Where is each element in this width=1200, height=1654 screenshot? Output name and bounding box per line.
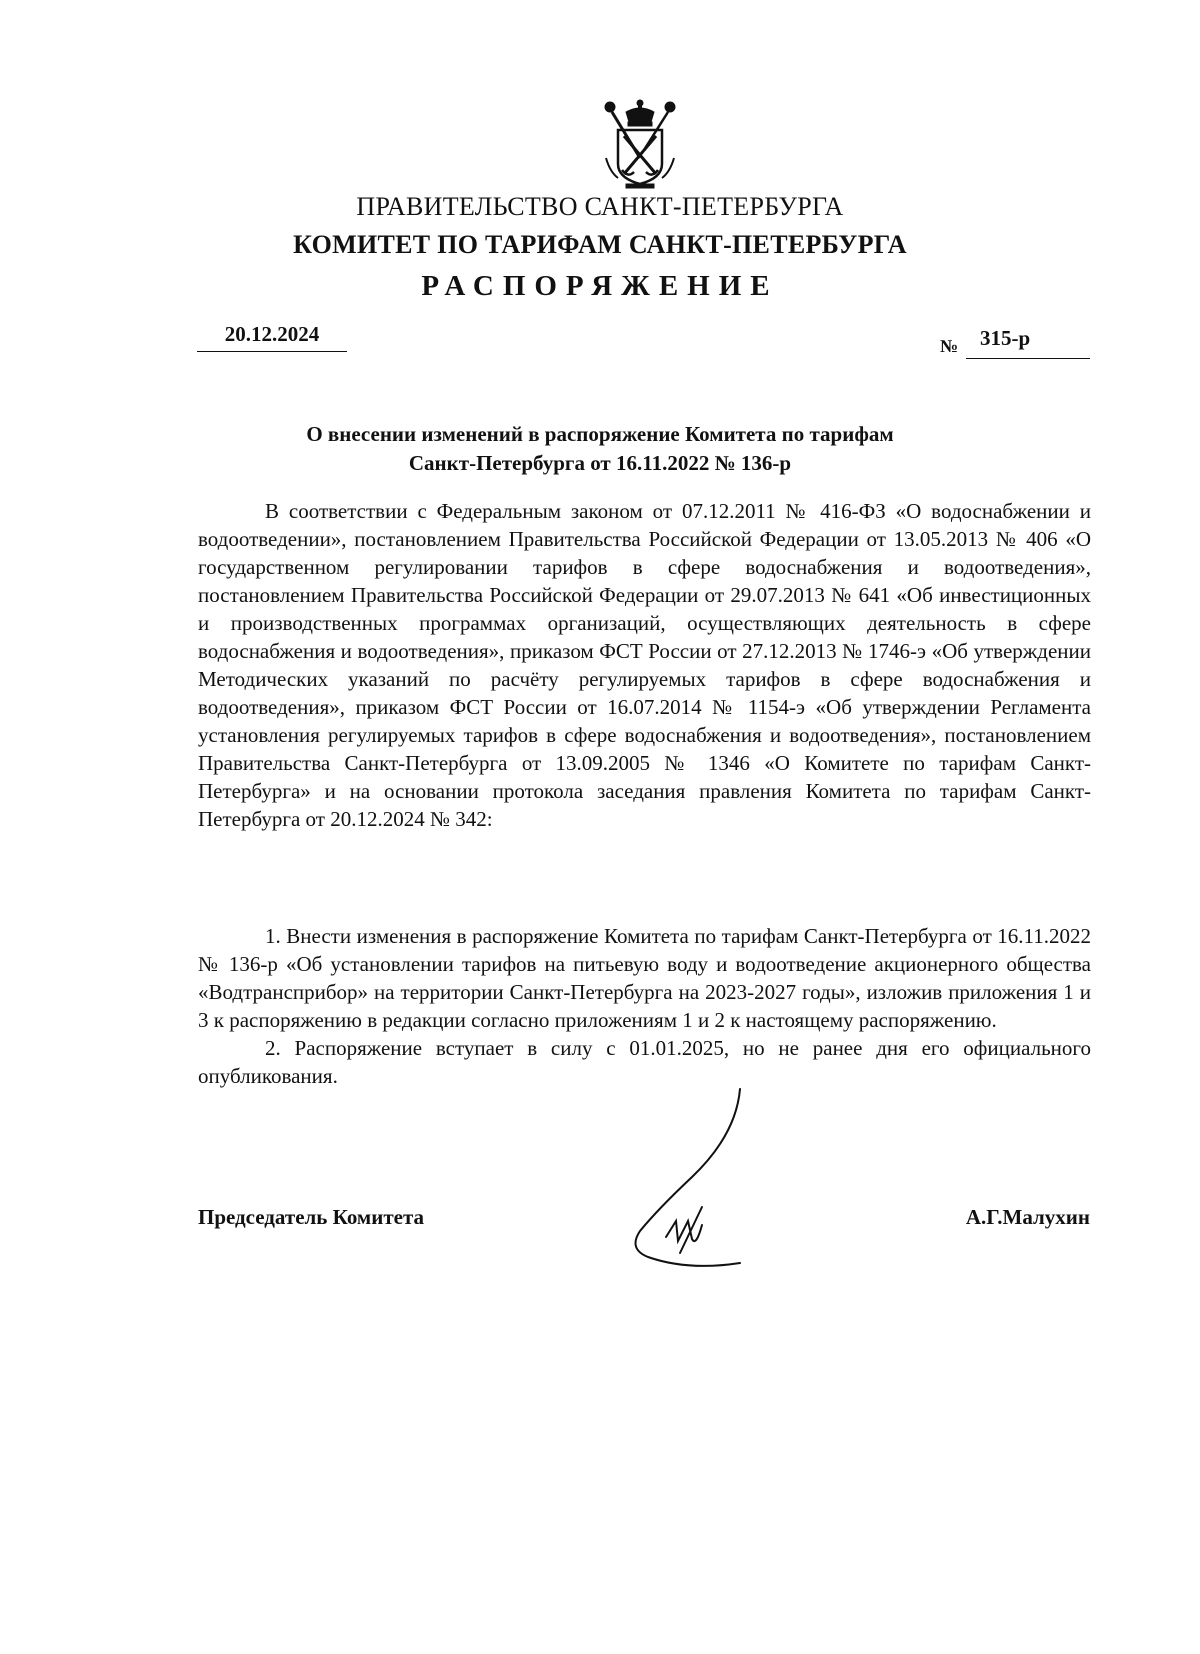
date-underline	[197, 351, 347, 352]
order-item: 2. Распоряжение вступает в силу с 01.01.2025, но не ранее дня его официального опубликования.	[198, 1036, 1091, 1088]
document-number	[940, 326, 1090, 366]
signer-name: А.Г.Малухин	[965, 1205, 1090, 1229]
handwritten-signature	[618, 1085, 788, 1270]
number-sign: №	[940, 336, 959, 356]
document-type-title: РАСПОРЯЖЕНИЕ	[421, 270, 779, 302]
signer-title: Председатель Комитета	[198, 1205, 425, 1229]
government-title: ПРАВИТЕЛЬСТВО САНКТ-ПЕТЕРБУРГА	[356, 192, 844, 221]
committee-title: КОМИТЕТ ПО ТАРИФАМ САНКТ-ПЕТЕРБУРГА	[293, 230, 907, 259]
subject-line: О внесении изменений в распоряжение Комитета по тарифам	[306, 422, 894, 446]
document-date	[197, 322, 347, 352]
order-item: 1. Внести изменения в распоряжение Комитета по тарифам Санкт-Петербурга от 16.11.2022 № 136-р «Об установлении тарифов на питьевую воду и водоотведение акционерного общества «Водтрансприбор» на территории Санкт-Петербурга на 2023-2027 годы», изложив приложения 1 и 3 к распоряжению в редакции согласно приложениям 1 и 2 к настоящему распоряжению.	[198, 924, 1091, 1032]
document-date-value: 20.12.2024	[224, 322, 320, 346]
ordered-items	[198, 922, 1091, 1090]
document-number-value: 315-р	[980, 326, 1031, 350]
number-underline	[966, 358, 1090, 359]
preamble-paragraph: В соответствии с Федеральным законом от 07.12.2011 № 416-ФЗ «О водоснабжении и водоотведении», постановлением Правительства Российской Федерации от 13.05.2013 № 406 «О государственном регулировании тарифов в сфере водоснабжения и водоотведения», постановлением Правительства Российской Федерации от 29.07.2013 № 641 «Об инвестиционных и производственных программах организаций, осуществляющих деятельность в сфере водоснабжения и водоотведения», приказом ФСТ России от 27.12.2013 № 1746-э «Об утверждении Методических указаний по расчёту регулируемых тарифов в сфере водоснабжения и водоотведения», приказом ФСТ России от 16.07.2014 № 1154-э «Об утверждении Регламента установления регулируемых тарифов в сфере водоснабжения и водоотведения», постановлением Правительства Санкт-Петербурга от 13.09.2005 № 1346 «О Комитете по тарифам Санкт-Петербурга» и на основании протокола заседания правления Комитета по тарифам Санкт-Петербурга от 20.12.2024 № 342:	[198, 499, 1091, 831]
coat-of-arms-icon	[598, 98, 682, 190]
subject-line: Санкт-Петербурга от 16.11.2022 № 136-р	[408, 451, 792, 475]
preamble-section	[198, 497, 1091, 833]
document-subject	[0, 420, 1200, 478]
